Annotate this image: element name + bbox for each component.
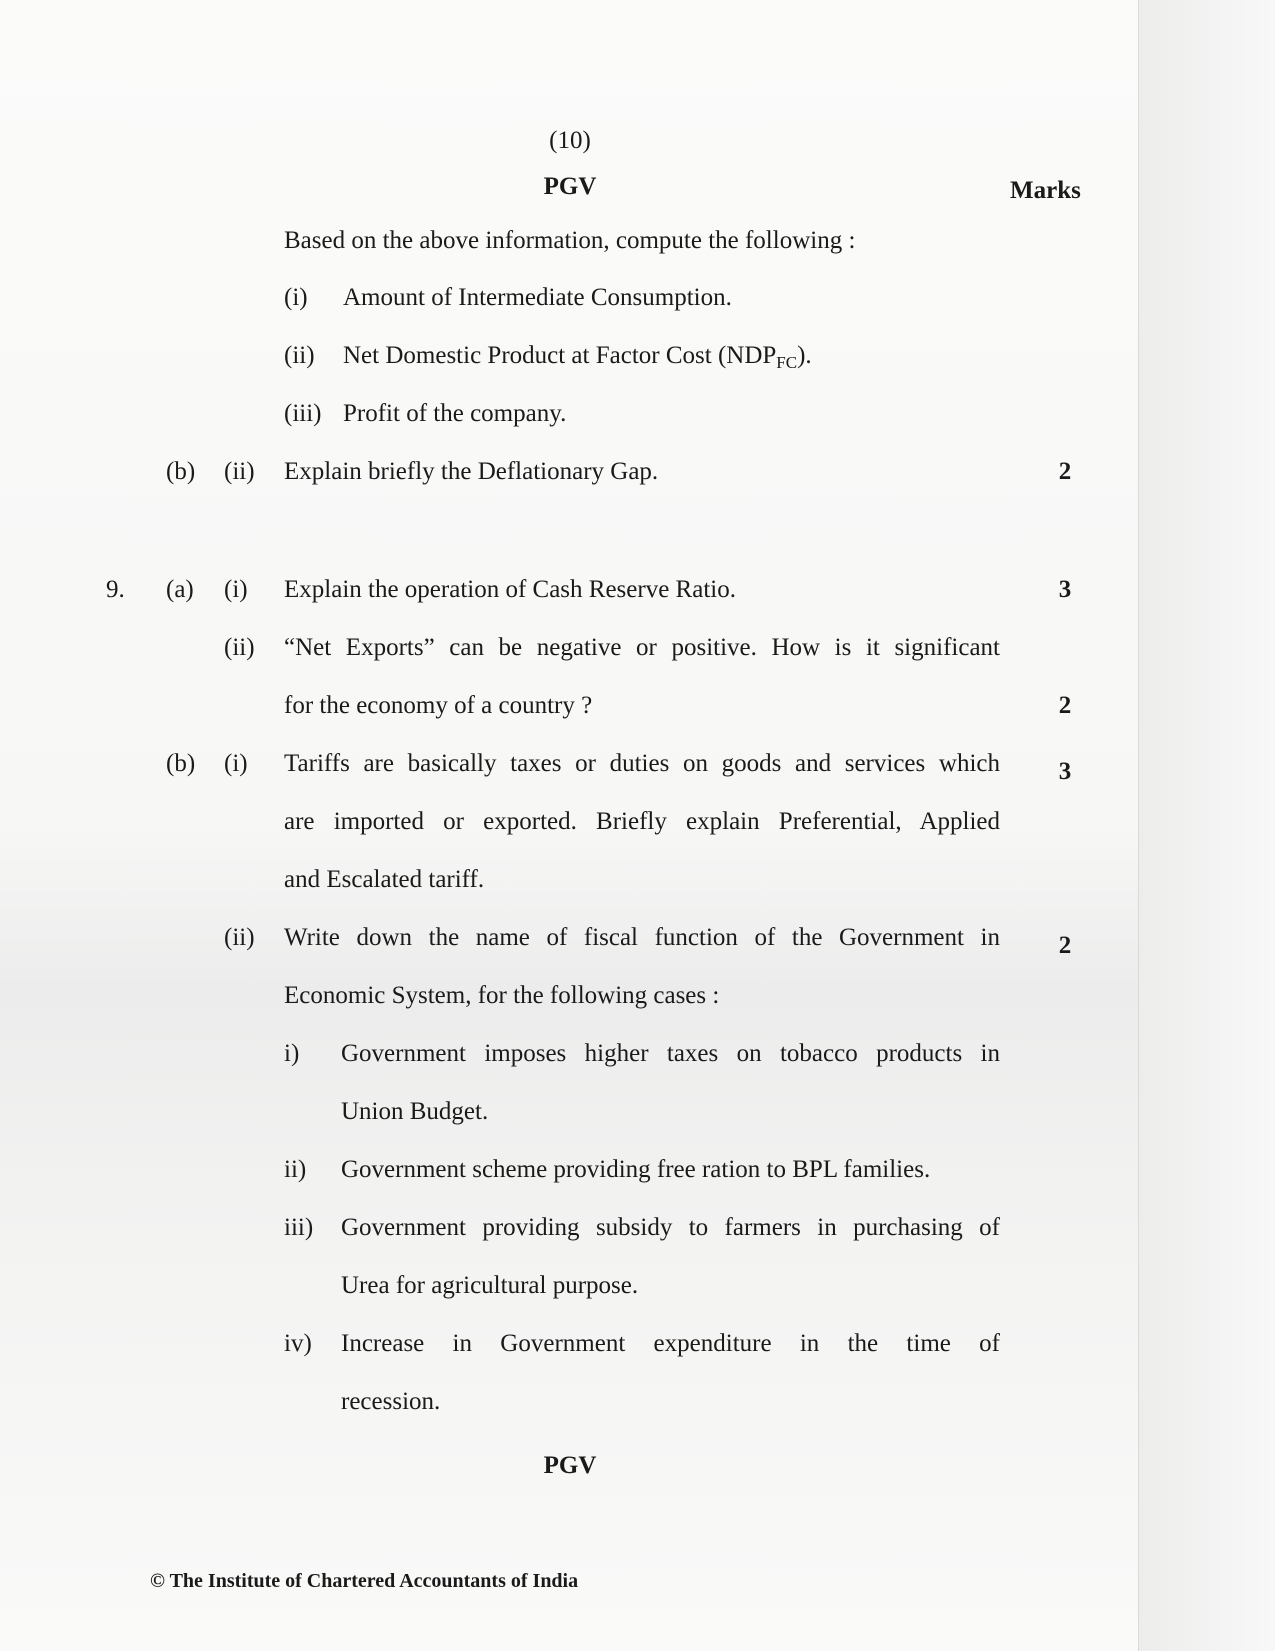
marks-value: 2	[1058, 692, 1072, 719]
q8-item-num: (iii)	[284, 400, 322, 427]
case-text: recession.	[341, 1388, 441, 1415]
net-exports-line: “Net Exports” can be negative or positive. How is it significant	[284, 634, 1000, 661]
case-label: i)	[284, 1040, 300, 1067]
fiscal-function-line: Economic System, for the following cases :	[284, 982, 720, 1009]
deflationary-gap-question: Explain briefly the Deflationary Gap.	[284, 458, 659, 485]
q8-intro: Based on the above information, compute the following :	[284, 227, 856, 254]
crr-question: Explain the operation of Cash Reserve Ratio.	[284, 576, 736, 603]
case-text: Government providing subsidy to farmers in purchasing of	[341, 1214, 1000, 1241]
sub-label: (ii)	[224, 634, 255, 661]
sub-label: (i)	[224, 576, 248, 603]
marks-value: 2	[1058, 932, 1072, 959]
marks-value: 2	[1058, 458, 1072, 485]
page-number: (10)	[549, 127, 591, 154]
part-label-b: (b)	[166, 750, 196, 777]
case-text: Union Budget.	[341, 1098, 489, 1125]
marks-heading: Marks	[1010, 177, 1081, 204]
q8-item-text: Amount of Intermediate Consumption.	[343, 284, 732, 311]
copyright-notice: © The Institute of Chartered Accountants of India	[150, 1570, 579, 1592]
tariffs-line: Tariffs are basically taxes or duties on goods and services which	[284, 750, 1000, 777]
q8-item-num: (ii)	[284, 342, 315, 369]
q8-item-num: (i)	[284, 284, 308, 311]
marks-value: 3	[1058, 576, 1072, 603]
part-label-a: (a)	[166, 576, 194, 603]
case-text: Increase in Government expenditure in the time of	[341, 1330, 1000, 1357]
tariffs-line: are imported or exported. Briefly explain Preferential, Applied	[284, 808, 1000, 835]
fiscal-function-line: Write down the name of fiscal function of the Government in	[284, 924, 1000, 951]
marks-value: 3	[1058, 758, 1072, 785]
part-label-ii: (ii)	[224, 458, 255, 485]
paper-code-top: PGV	[543, 173, 597, 200]
subscript-fc: FC	[776, 353, 798, 372]
q8-item-text: Net Domestic Product at Factor Cost $(NDP_{FC})$.	[343, 342, 812, 372]
page-edge	[1138, 0, 1275, 1651]
sub-label: (ii)	[224, 924, 255, 951]
case-text: Government imposes higher taxes on tobacco products in	[341, 1040, 1000, 1067]
paper-code-bottom: PGV	[543, 1452, 597, 1479]
case-label: iii)	[284, 1214, 314, 1241]
part-label-b: (b)	[166, 458, 196, 485]
question-number: 9.	[106, 576, 125, 603]
case-label: ii)	[284, 1156, 307, 1183]
net-exports-line: for the economy of a country ?	[284, 692, 593, 719]
sub-label: (i)	[224, 750, 248, 777]
tariffs-line: and Escalated tariff.	[284, 866, 485, 893]
q8-item-text: Profit of the company.	[343, 400, 567, 427]
case-text: Government scheme providing free ration to BPL families.	[341, 1156, 931, 1183]
case-label: iv)	[284, 1330, 312, 1357]
case-text: Urea for agricultural purpose.	[341, 1272, 639, 1299]
